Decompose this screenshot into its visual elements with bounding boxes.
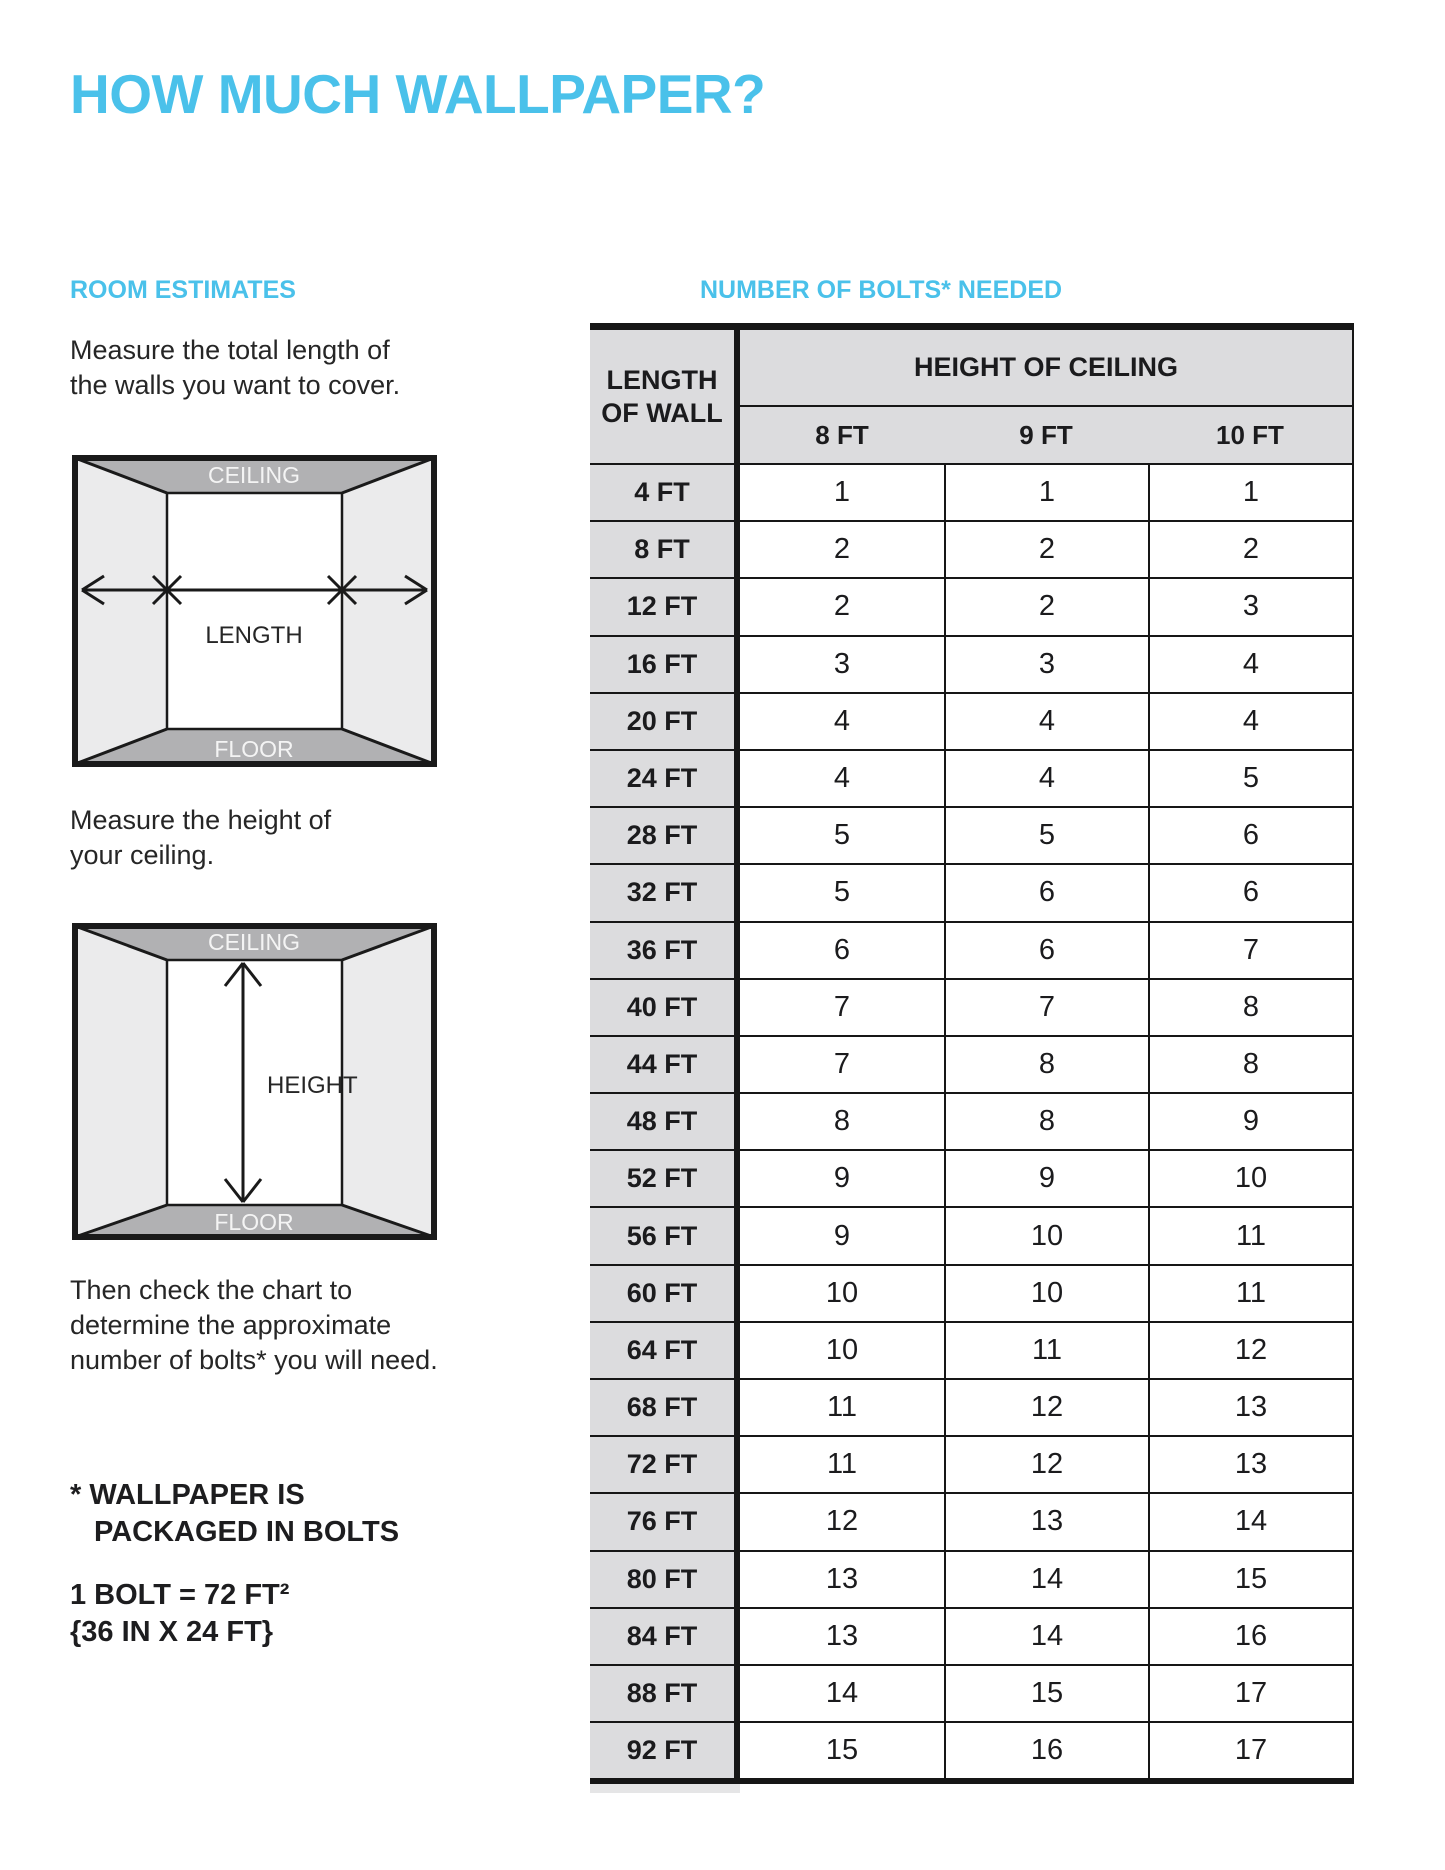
row-label: 36 FT [590,921,740,978]
bolt-count-cell: 9 [944,1149,1148,1206]
room-length-diagram [72,455,437,767]
row-label: 8 FT [590,520,740,577]
row-label: 12 FT [590,577,740,634]
page-title: HOW MUCH WALLPAPER? [70,63,766,125]
bolt-count-cell: 12 [1148,1321,1352,1378]
bolt-count-cell: 16 [944,1721,1148,1778]
bolt-count-cell: 17 [1148,1721,1352,1778]
bolt-count-cell: 13 [1148,1435,1352,1492]
bolt-count-cell: 11 [1148,1206,1352,1263]
bolt-count-cell: 7 [740,1035,944,1092]
bolt-count-cell: 10 [1148,1149,1352,1206]
floor-label: FLOOR [214,1209,294,1235]
bolt-count-cell: 11 [944,1321,1148,1378]
bolt-count-cell: 13 [740,1607,944,1664]
bolt-count-cell: 15 [740,1721,944,1778]
bolt-count-cell: 6 [944,921,1148,978]
bolt-count-cell: 9 [1148,1092,1352,1149]
column-header-9ft: 9 FT [944,407,1148,463]
bolt-equation-line: {36 IN X 24 FT} [70,1616,274,1648]
footnote-line: PACKAGED IN BOLTS [94,1516,400,1548]
left-wall-surface [72,455,167,767]
bolt-count-cell: 11 [740,1435,944,1492]
bolt-equation-line: 1 BOLT = 72 FT² [70,1579,290,1611]
bolt-count-cell: 2 [944,577,1148,634]
bolt-count-cell: 4 [740,749,944,806]
measure-length-paragraph [70,333,400,403]
bolt-count-cell: 13 [944,1492,1148,1549]
bolt-count-cell: 10 [944,1206,1148,1263]
paragraph-line: Measure the height of [70,805,332,835]
paragraph-line: number of bolts* you will need. [70,1345,438,1375]
bolts-footnote [70,1477,399,1551]
room-height-diagram [72,923,437,1240]
bolt-count-cell: 2 [740,577,944,634]
paragraph-line: determine the approximate [70,1310,392,1340]
row-label: 4 FT [590,463,740,520]
row-label: 60 FT [590,1264,740,1321]
row-label: 48 FT [590,1092,740,1149]
bolt-count-cell: 1 [944,463,1148,520]
footnote-line: * WALLPAPER IS [70,1479,305,1511]
floor-label: FLOOR [214,736,294,762]
column-header-10ft: 10 FT [1148,407,1352,463]
bolt-count-cell: 12 [944,1378,1148,1435]
bolt-count-cell: 6 [740,921,944,978]
bolt-count-cell: 13 [740,1550,944,1607]
bolt-count-cell: 6 [944,863,1148,920]
bolt-count-cell: 6 [1148,863,1352,920]
bolt-count-cell: 14 [944,1550,1148,1607]
bolt-count-cell: 10 [944,1264,1148,1321]
paragraph-line: the walls you want to cover. [70,370,401,400]
bolt-count-cell: 10 [740,1321,944,1378]
bolt-count-cell: 11 [1148,1264,1352,1321]
bolt-count-cell: 13 [1148,1378,1352,1435]
bolt-count-cell: 4 [944,692,1148,749]
bolt-count-cell: 2 [944,520,1148,577]
bolt-count-cell: 8 [1148,978,1352,1035]
bolt-count-cell: 5 [1148,749,1352,806]
left-wall-surface [72,923,167,1240]
right-wall-surface [342,455,437,767]
bolt-count-cell: 2 [740,520,944,577]
bolt-count-cell: 4 [1148,635,1352,692]
bolt-count-cell: 1 [740,463,944,520]
bolt-count-cell: 15 [1148,1550,1352,1607]
bolt-count-cell: 4 [1148,692,1352,749]
bolt-count-cell: 6 [1148,806,1352,863]
paragraph-line: Then check the chart to [70,1275,353,1305]
row-label: 24 FT [590,749,740,806]
row-label: 28 FT [590,806,740,863]
ceiling-label: CEILING [207,929,301,955]
row-label: 40 FT [590,978,740,1035]
bolt-count-cell: 9 [740,1206,944,1263]
bolt-count-cell: 3 [740,635,944,692]
bolt-count-cell: 16 [1148,1607,1352,1664]
bolt-count-cell: 5 [944,806,1148,863]
row-label: 88 FT [590,1664,740,1721]
bolt-equation [70,1577,289,1651]
bolts-table [590,323,1354,1784]
row-label: 76 FT [590,1492,740,1549]
table-left-column-tail [590,1784,740,1793]
row-label: 72 FT [590,1435,740,1492]
bolt-count-cell: 12 [740,1492,944,1549]
check-chart-paragraph [70,1273,438,1378]
bolt-count-cell: 4 [740,692,944,749]
measure-height-paragraph [70,803,331,873]
bolt-count-cell: 17 [1148,1664,1352,1721]
row-label: 32 FT [590,863,740,920]
paragraph-line: your ceiling. [70,840,215,870]
bolt-count-cell: 11 [740,1378,944,1435]
bolt-count-cell: 14 [944,1607,1148,1664]
bolt-count-cell: 12 [944,1435,1148,1492]
row-label: 56 FT [590,1206,740,1263]
bolts-needed-heading: NUMBER OF BOLTS* NEEDED [700,276,1063,304]
bolt-count-cell: 14 [740,1664,944,1721]
ceiling-label: CEILING [207,462,301,488]
bolt-count-cell: 8 [944,1035,1148,1092]
bolt-count-cell: 15 [944,1664,1148,1721]
column-header-8ft: 8 FT [740,407,944,463]
bolt-count-cell: 5 [740,863,944,920]
row-label: 52 FT [590,1149,740,1206]
bolt-count-cell: 8 [1148,1035,1352,1092]
row-label: 92 FT [590,1721,740,1778]
bolt-count-cell: 3 [1148,577,1352,634]
row-label: 80 FT [590,1550,740,1607]
row-label: 68 FT [590,1378,740,1435]
length-label: LENGTH [205,622,303,649]
bolt-count-cell: 14 [1148,1492,1352,1549]
bolt-count-cell: 2 [1148,520,1352,577]
back-wall [167,493,342,729]
bolt-count-cell: 7 [1148,921,1352,978]
bolt-count-cell: 4 [944,749,1148,806]
bolt-count-cell: 1 [1148,463,1352,520]
header-line: OF WALL [601,397,723,428]
height-label: HEIGHT [267,1072,358,1099]
bolt-count-cell: 7 [944,978,1148,1035]
bolt-count-cell: 8 [944,1092,1148,1149]
room-estimates-heading: ROOM ESTIMATES [70,276,296,304]
row-label: 84 FT [590,1607,740,1664]
length-of-wall-header [590,330,740,463]
bolt-count-cell: 5 [740,806,944,863]
bolt-count-cell: 10 [740,1264,944,1321]
paragraph-line: Measure the total length of [70,335,390,365]
height-of-ceiling-header: HEIGHT OF CEILING [740,330,1352,407]
row-label: 44 FT [590,1035,740,1092]
row-label: 16 FT [590,635,740,692]
header-line: LENGTH [606,364,718,395]
row-label: 64 FT [590,1321,740,1378]
row-label: 20 FT [590,692,740,749]
bolt-count-cell: 9 [740,1149,944,1206]
bolt-count-cell: 3 [944,635,1148,692]
bolt-count-cell: 7 [740,978,944,1035]
bolt-count-cell: 8 [740,1092,944,1149]
